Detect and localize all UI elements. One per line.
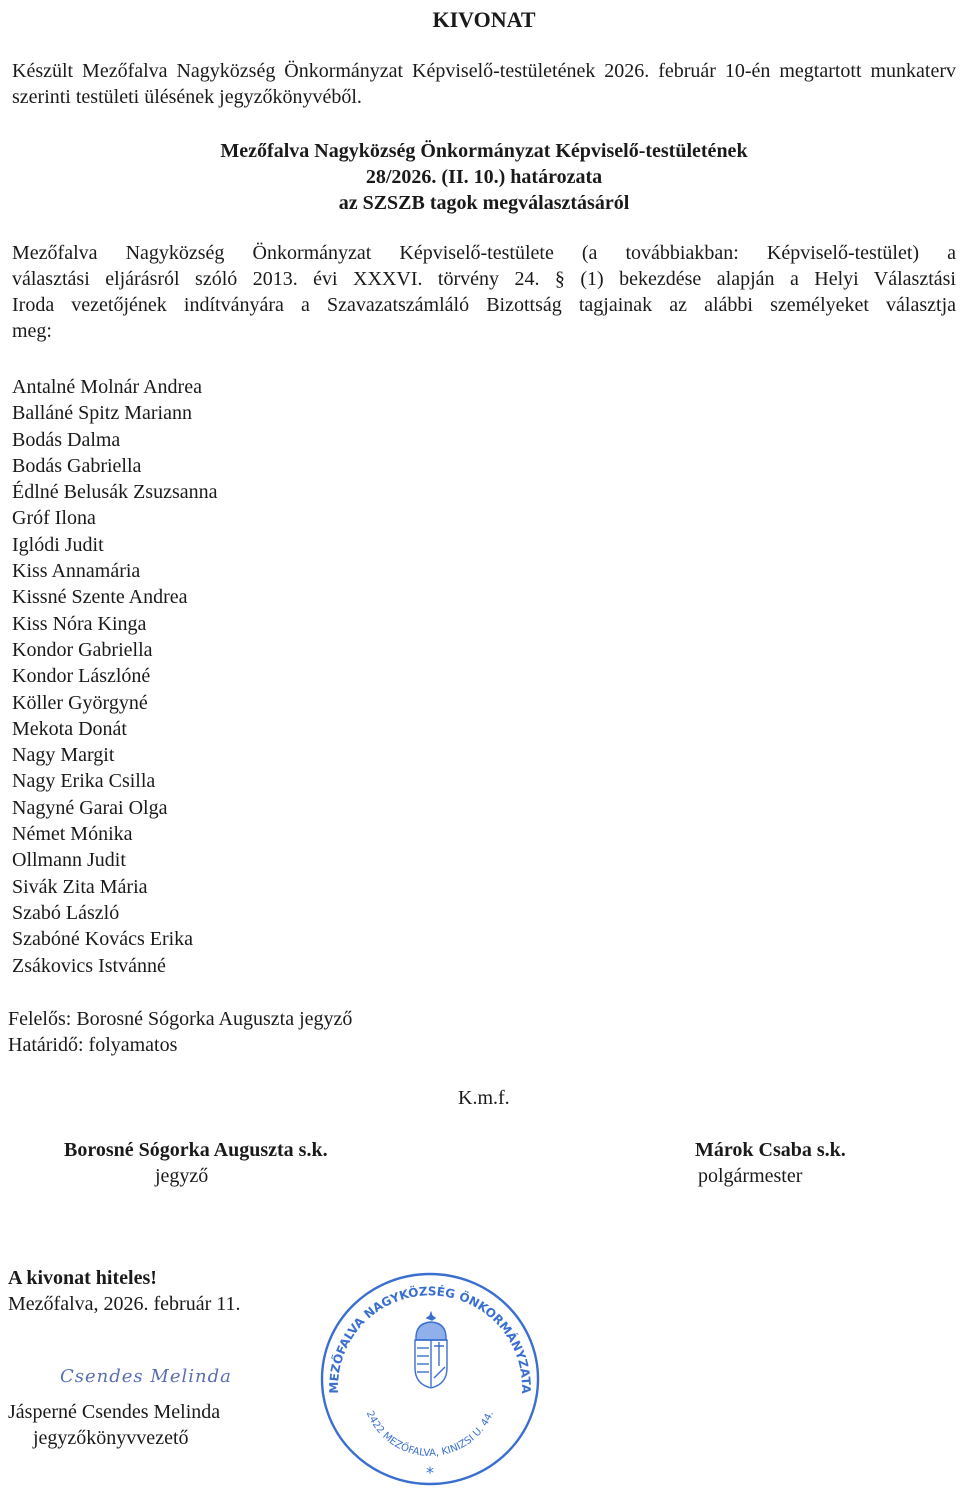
- resolution-number: 28/2026. (II. 10.) határozata: [365, 166, 603, 188]
- member-name: Mekota Donát: [12, 717, 127, 740]
- stamp-inner-text: 2422 MEZŐFALVA, KINIZSI U. 44.: [363, 1409, 497, 1460]
- responsibility-block: [8, 1006, 352, 1058]
- responsible-person: Felelős: Borosné Sógorka Auguszta jegyző: [8, 1008, 353, 1030]
- member-name: Nagy Erika Csilla: [12, 770, 156, 793]
- recorder-name: Jásperné Csendes Melinda: [8, 1401, 221, 1423]
- member-name: Antalné Molnár Andrea: [12, 376, 202, 398]
- member-name: Gróf Ilona: [12, 507, 96, 530]
- resolution-heading: [0, 138, 968, 216]
- member-name: Kissné Szente Andrea: [12, 586, 188, 609]
- member-name: Köller Györgyné: [12, 691, 148, 714]
- member-name: Nagy Margit: [12, 744, 115, 767]
- body-line: választási eljárásról szóló 2013. évi XXXVI. törvény 24. § (1) bekezdése alapján a Helyi Választási: [12, 268, 956, 290]
- handwritten-signature: Csendes Melinda: [60, 1366, 232, 1387]
- member-name: Édlné Belusák Zsuzsanna: [12, 481, 218, 504]
- mayor-signature-role: polgármester: [698, 1165, 803, 1187]
- member-name: Német Mónika: [12, 823, 133, 846]
- member-name: Bodás Dalma: [12, 428, 121, 451]
- member-name: Kondor Lászlóné: [12, 665, 151, 688]
- official-stamp: [318, 1270, 542, 1489]
- member-name: Balláné Spitz Mariann: [12, 402, 192, 425]
- body-line: meg:: [12, 320, 52, 342]
- resolution-body: [12, 240, 956, 344]
- member-name: Nagyné Garai Olga: [12, 796, 168, 819]
- member-name: Szabó László: [12, 901, 120, 924]
- mayor-signature-name: Márok Csaba s.k.: [695, 1139, 846, 1161]
- member-name: Kiss Annamária: [12, 560, 141, 583]
- resolution-heading-line1: Mezőfalva Nagyközség Önkormányzat Képviselő-testületének: [220, 140, 748, 162]
- member-name: Zsákovics Istvánné: [12, 954, 166, 977]
- stamp-star: *: [426, 1463, 434, 1482]
- kmf-label: K.m.f.: [458, 1087, 510, 1109]
- authentication-statement: A kivonat hiteles!: [8, 1267, 157, 1289]
- place-and-date: Mezőfalva, 2026. február 11.: [8, 1293, 241, 1315]
- body-line: Iroda vezetőjének indítványára a Szavazatszámláló Bizottság tagjainak az alábbi személyeket választja: [12, 294, 956, 316]
- member-name: Szabóné Kovács Erika: [12, 928, 194, 951]
- member-name: Kiss Nóra Kinga: [12, 612, 147, 635]
- body-line: Mezőfalva Nagyközség Önkormányzat Képviselő-testülete (a továbbiakban: Képviselő-testület) a: [12, 242, 956, 264]
- coat-of-arms-icon: [415, 1313, 447, 1388]
- intro-paragraph: Készült Mezőfalva Nagyközség Önkormányzat Képviselő-testületének 2026. február 10-én megtartott munkaterv szerinti testületi ülésének jegyzőkönyvéből.: [12, 60, 956, 108]
- notary-signature-name: Borosné Sógorka Auguszta s.k.: [64, 1139, 328, 1161]
- member-name: Iglódi Judit: [12, 533, 104, 556]
- member-name: Ollmann Judit: [12, 849, 126, 872]
- member-list: [12, 374, 218, 979]
- document-title: KIVONAT: [432, 7, 536, 32]
- member-name: Bodás Gabriella: [12, 454, 142, 477]
- member-name: Kondor Gabriella: [12, 638, 153, 661]
- resolution-subject: az SZSZB tagok megválasztásáról: [338, 192, 630, 214]
- recorder-role: jegyzőkönyvvezető: [33, 1427, 189, 1449]
- member-name: Sivák Zita Mária: [12, 875, 148, 898]
- stamp-outer-text: MEZŐFALVA NAGYKÖZSÉG ÖNKORMÁNYZATA: [326, 1284, 534, 1394]
- notary-signature-role: jegyző: [155, 1165, 209, 1187]
- deadline: Határidő: folyamatos: [8, 1034, 178, 1056]
